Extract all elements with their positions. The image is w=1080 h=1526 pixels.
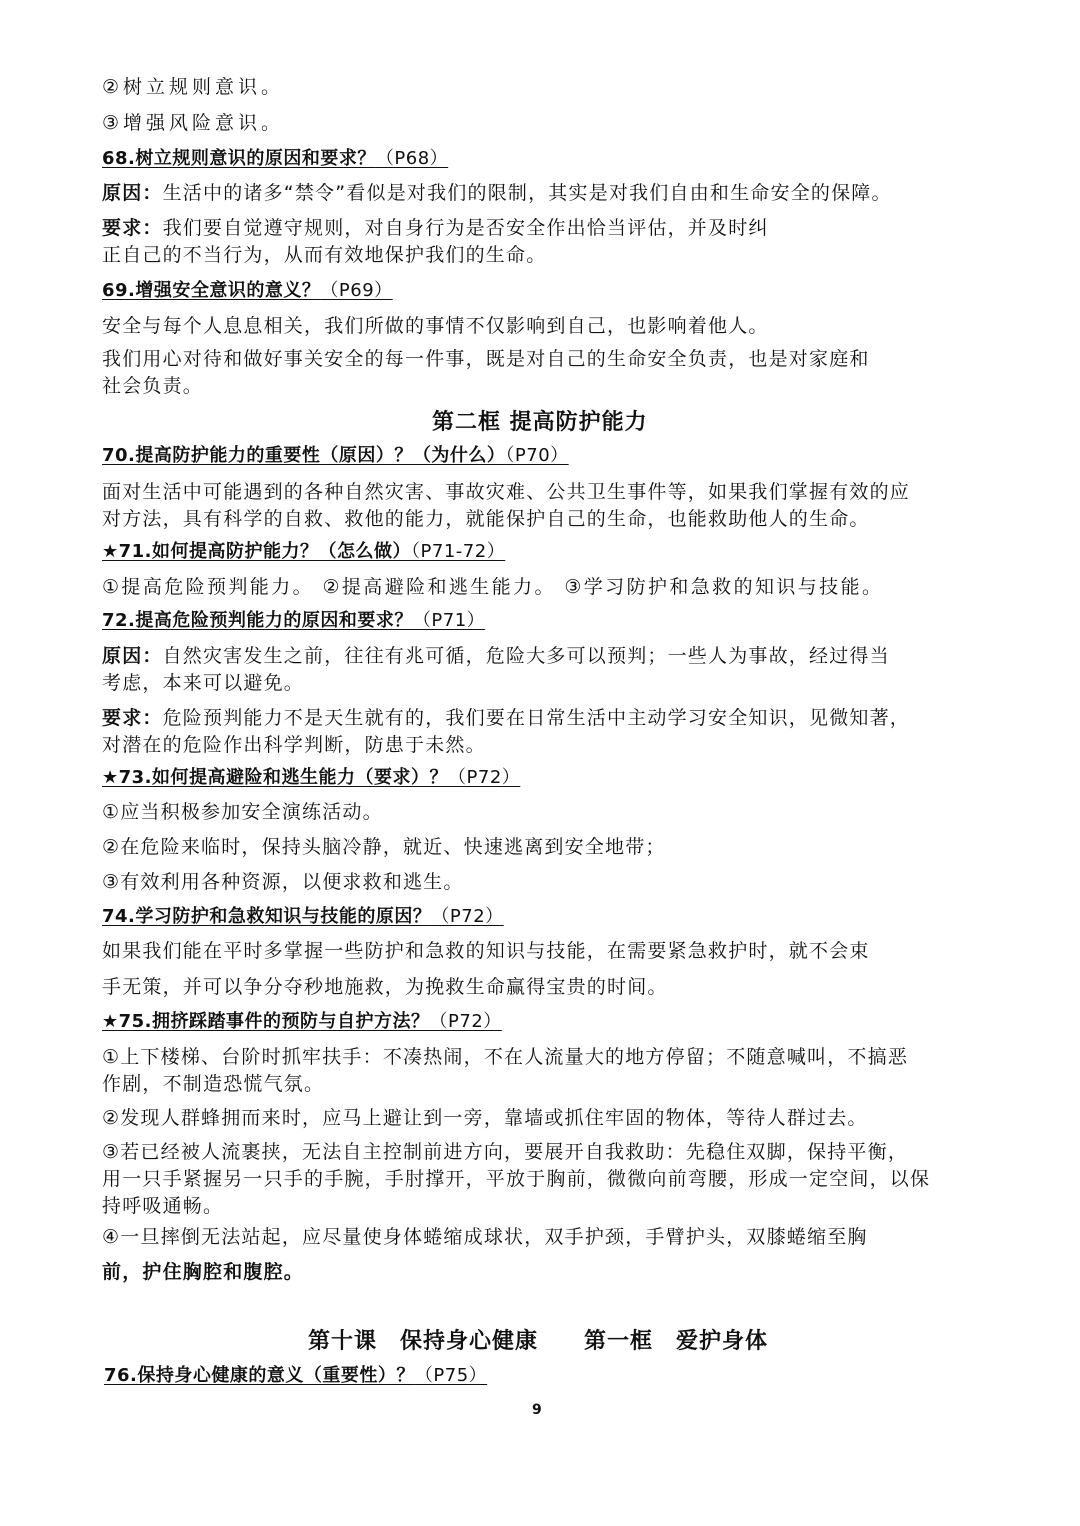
answer-line: 原因：生活中的诸多“禁令”看似是对我们的限制，其实是对我们自由和生命安全的保障。 — [102, 182, 892, 204]
answer-line: ①提高危险预判能力。 ②提高避险和逃生能力。 ③学习防护和急救的知识与技能。 — [102, 576, 884, 598]
answer-line: 我们用心对待和做好事关安全的每一件事，既是对自己的生命安全负责，也是对家庭和 — [102, 348, 870, 370]
answer-line: ①上下楼梯、台阶时抓牢扶手：不凑热闹，不在人流量大的地方停留；不随意喊叫，不搞恶 — [102, 1046, 909, 1068]
question-69: 69.增强安全意识的意义？（P69） — [102, 280, 393, 301]
answer-line: ③有效利用各种资源，以便求救和逃生。 — [102, 871, 464, 893]
answer-line: ③若已经被人流裹挟，无法自主控制前进方向，要展开自我救助：先稳住双脚，保持平衡， — [102, 1141, 909, 1163]
answer-line: ②在危险来临时，保持头脑冷静，就近、快速逃离到安全地带； — [102, 836, 666, 858]
answer-line: 原因：自然灾害发生之前，往往有兆可循，危险大多可以预判；一些人为事故，经过得当 — [102, 645, 890, 667]
answer-line: ①应当积极参加安全演练活动。 — [102, 801, 383, 823]
answer-line: 要求：我们要自觉遵守规则，对自身行为是否安全作出恰当评估，并及时纠 — [102, 217, 769, 239]
answer-line: 手无策，并可以争分夺秒地施救，为挽救生命赢得宝贵的时间。 — [102, 976, 668, 998]
question-70: 70.提高防护能力的重要性（原因）？（为什么）（P70） — [102, 445, 569, 466]
answer-line: 要求：危险预判能力不是天生就有的，我们要在日常生活中主动学习安全知识，见微知著， — [102, 707, 911, 729]
answer-line: 前，护住胸腔和腹腔。 — [102, 1261, 305, 1283]
text-line: ②树立规则意识。 — [102, 76, 285, 98]
answer-line: 持呼吸通畅。 — [102, 1195, 224, 1217]
answer-line: 正自己的不当行为，从而有效地保护我们的生命。 — [102, 244, 547, 266]
answer-line: 考虑，本来可以避免。 — [102, 672, 305, 694]
question-75: ★75.拥挤踩踏事件的预防与自护方法？（P72） — [102, 1011, 502, 1032]
answer-line: 面对生活中可能遇到的各种自然灾害、事故灾难、公共卫生事件等，如果我们掌握有效的应 — [102, 481, 911, 503]
answer-line: 对方法，具有科学的自救、救他的能力，就能保护自己的生命，也能救助他人的生命。 — [102, 508, 870, 530]
question-68: 68.树立规则意识的原因和要求？（P68） — [102, 148, 449, 169]
answer-line: 作剧，不制造恐慌气氛。 — [102, 1073, 325, 1095]
question-73: ★73.如何提高避险和逃生能力（要求）？（P72） — [102, 767, 521, 788]
question-76: 76.保持身心健康的意义（重要性）？（P75） — [104, 1365, 488, 1386]
question-71: ★71.如何提高防护能力？（怎么做）（P71-72） — [102, 541, 506, 562]
answer-line: 安全与每个人息息相关，我们所做的事情不仅影响到自己，也影响着他人。 — [102, 315, 769, 337]
answer-line: ②发现人群蜂拥而来时，应马上避让到一旁，靠墙或抓住牢固的物体，等待人群过去。 — [102, 1107, 868, 1129]
section-heading: 第二框 提高防护能力 — [432, 410, 648, 435]
answer-line: ④一旦摔倒无法站起，应尽量使身体蜷缩成球状，双手护颈，手臂护头，双膝蜷缩至胸 — [102, 1226, 868, 1248]
answer-line: 对潜在的危险作出科学判断，防患于未然。 — [102, 734, 486, 756]
lesson-heading: 第十课 保持身心健康 第一框 爱护身体 — [308, 1329, 769, 1354]
question-72: 72.提高危险预判能力的原因和要求？（P71） — [102, 610, 486, 631]
question-74: 74.学习防护和急救知识与技能的原因？（P72） — [102, 906, 504, 927]
answer-line: 如果我们能在平时多掌握一些防护和急救的知识与技能，在需要紧急救护时，就不会束 — [102, 940, 870, 962]
page-number: 9 — [532, 1402, 542, 1418]
answer-line: 社会负责。 — [102, 375, 204, 397]
text-line: ③增强风险意识。 — [102, 112, 285, 134]
answer-line: 用一只手紧握另一只手的手腕，手肘撑开，平放于胸前，微微向前弯腰，形成一定空间，以保 — [102, 1168, 931, 1190]
